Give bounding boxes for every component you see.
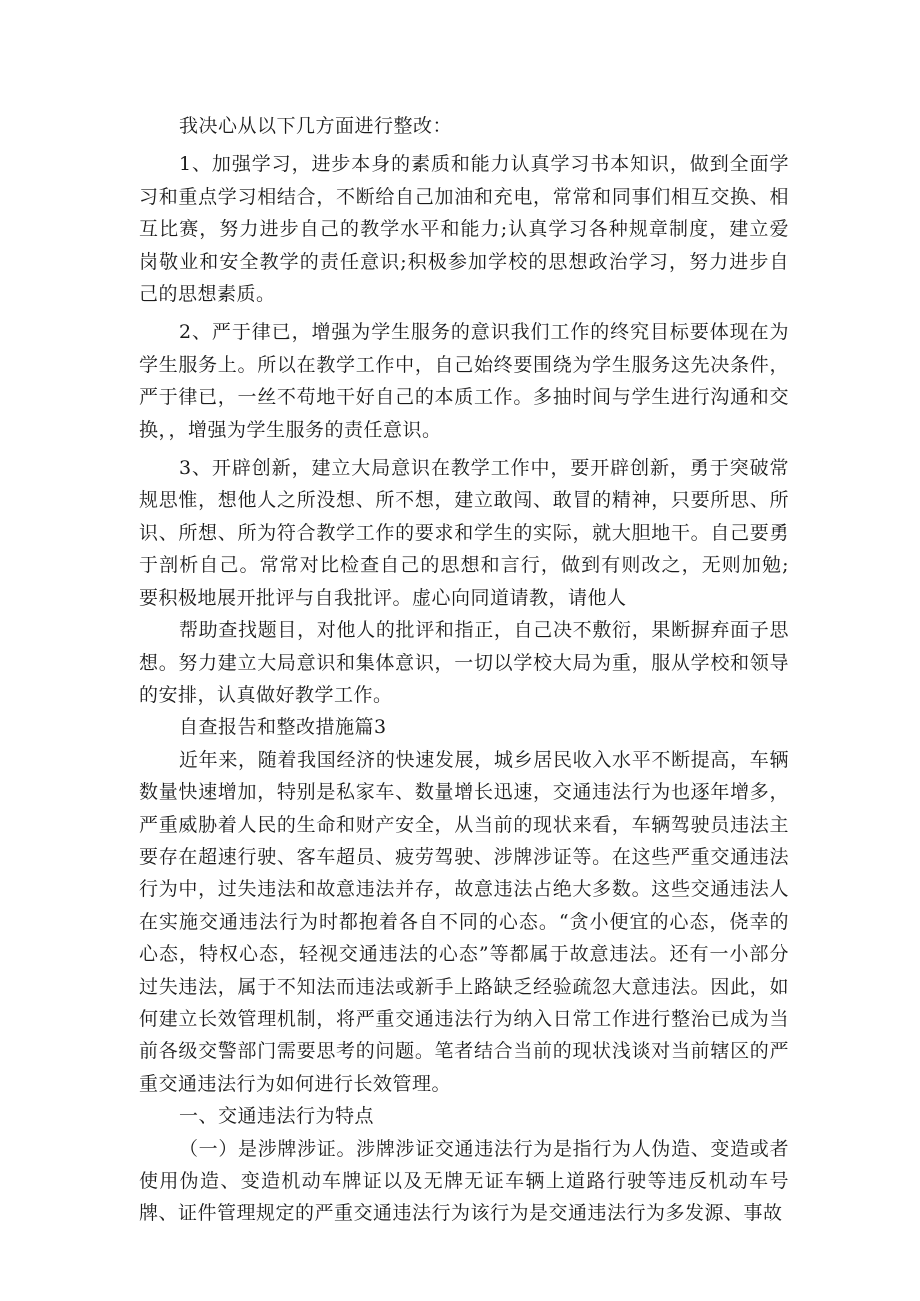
item-1-paragraph: 1、加强学习，进步本身的素质和能力认真学习书本知识，做到全面学习和重点学习相结合，不断给自己加油和充电，常常和同事们相互交换、相互比赛，努力进步自己的教学水平和能力;认真学习各种规章制度，建立爱岗敬业和安全教学的责任意识;积极参加学校的思想政治学习，努力进步自己的思想素质。: [139, 153, 789, 306]
subheading: 一、交通违法行为特点: [179, 1105, 375, 1128]
item-3-paragraph: 3、开辟创新，建立大局意识在教学工作中，要开辟创新，勇于突破常规思惟，想他人之所没想、所不想，建立敢闯、敢冒的精神，只要所思、所识、所想、所为符合教学工作的要求和学生的实际，就大胆地干。自己要勇于剖析自己。常常对比检查自己的思想和言行，做到有则改之，无则加勉;要积极地展开批评与自我批评。虚心向同道请教，请他人: [139, 457, 789, 609]
intro-paragraph: 我决心从以下几方面进行整改：: [179, 115, 453, 137]
section-body-paragraph: 近年来，随着我国经济的快速发展，城乡居民收入水平不断提高，车辆数量快速增加，特别是私家车、数量增长迅速，交通违法行为也逐年增多，严重威胁着人民的生命和财产安全，从当前的现状来看，车辆驾驶员违法主要存在超速行驶、客车超员、疲劳驾驶、涉牌涉证等。在这些严重交通违法行为中，过失违法和故意违法并存，故意违法占绝大多数。这些交通违法人在实施交通违法行为时都抱着各自不同的心态。“贪小便宜的心态，侥幸的心态，特权心态，轻视交通违法的心态”等都属于故意违法。还有一小部分过失违法，属于不知法而违法或新手上路缺乏经验疏忽大意违法。因此，如何建立长效管理机制，将严重交通违法行为纳入日常工作进行整治已成为当前各级交警部门需要思考的问题。笔者结合当前的现状浅谈对当前辖区的严重交通违法行为如何进行长效管理。: [139, 748, 789, 1095]
section-title: 自查报告和整改措施篇3: [179, 716, 387, 739]
item-3-continuation: 帮助查找题目，对他人的批评和指正，自己决不敷衍，果断摒弃面子思想。努力建立大局意识和集体意识，一切以学校大局为重，服从学校和领导的安排，认真做好教学工作。: [139, 619, 789, 706]
document-body: [139, 110, 789, 1230]
sub-1-paragraph: （一）是涉牌涉证。涉牌涉证交通违法行为是指行为人伪造、变造或者使用伪造、变造机动车牌证以及无牌无证车辆上道路行驶等违反机动车号牌、证件管理规定的严重交通违法行为该行为是交通违法行为多发源、事故: [139, 1137, 789, 1225]
item-2-paragraph: 2、严于律已，增强为学生服务的意识我们工作的终究目标要体现在为学生服务上。所以在教学工作中，自己始终要围绕为学生服务这先决条件，严于律已，一丝不苟地干好自己的本质工作。多抽时间与学生进行沟通和交换，，增强为学生服务的责任意识。: [139, 321, 789, 441]
